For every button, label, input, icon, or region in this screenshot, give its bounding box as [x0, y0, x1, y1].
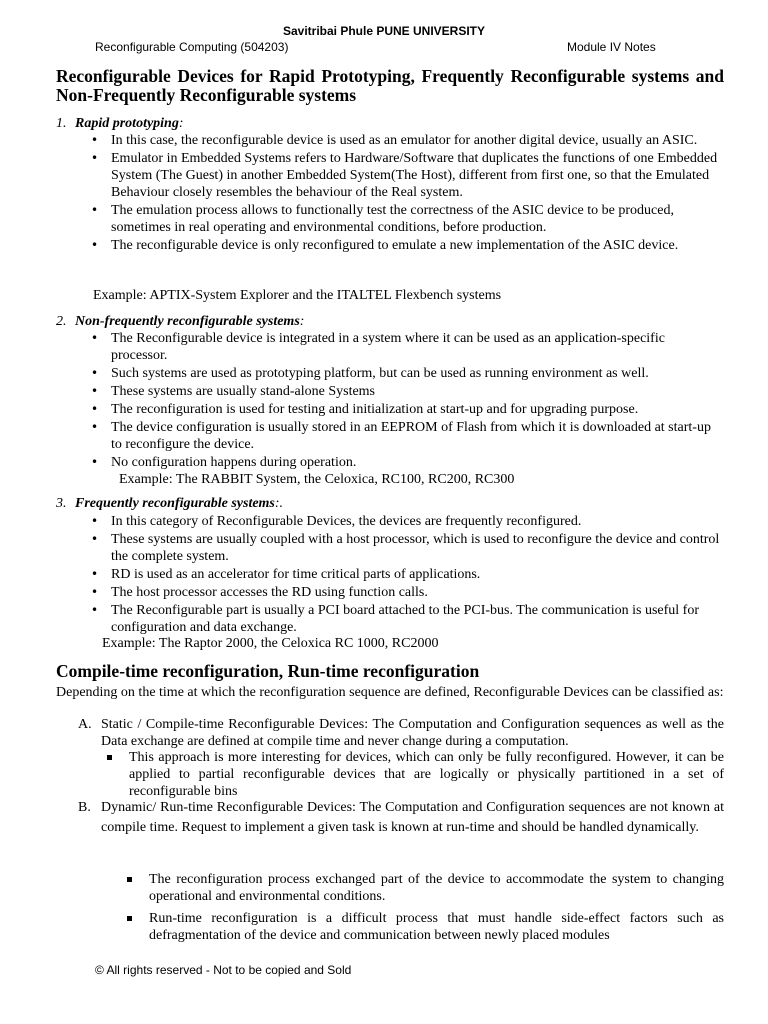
section-heading	[56, 495, 283, 512]
section-heading	[56, 313, 304, 330]
bullet-list	[0, 513, 768, 637]
section-heading-suffix: :	[299, 314, 305, 329]
header-module: Module IV Notes	[567, 40, 656, 54]
section-heading-suffix: :.	[274, 496, 284, 511]
sub-bullet-list	[107, 749, 724, 800]
section-heading	[56, 115, 184, 132]
list-item: • No configuration happens during operation.	[0, 454, 724, 471]
list-item: • The reconfigurable device is only reconfigured to emulate a new implementation of the ASIC device.	[0, 237, 724, 254]
list-item: Run-time reconfiguration is a difficult process that must handle side-effect factors such as defragmentation of the device and communication between newly placed modules	[127, 910, 724, 944]
section-number: 2.	[56, 314, 67, 329]
list-item: The reconfiguration process exchanged part of the device to accommodate the system to changing operational and environmental conditions.	[127, 871, 724, 905]
section-heading-text: Frequently reconfigurable systems	[75, 496, 275, 511]
list-item: This approach is more interesting for devices, which can only be fully reconfigured. However, it can be applied to partial reconfigurable devices that are logically or physically partitioned in a set of reconfigurable bins	[107, 749, 724, 800]
item-letter: B.	[78, 800, 91, 815]
list-item: • The Reconfigurable part is usually a PCI board attached to the PCI-bus. The communication is useful for configuration and data exchange.	[0, 602, 724, 636]
section-title-devices: Reconfigurable Devices for Rapid Prototyping, Frequently Reconfigurable systems and Non-Frequently Reconfigurable systems	[56, 66, 724, 105]
list-item: • The host processor accesses the RD using function calls.	[0, 584, 724, 601]
list-item: • In this case, the reconfigurable device is used as an emulator for another digital device, usually an ASIC.	[0, 132, 724, 149]
item-text: Dynamic/ Run-time Reconfigurable Devices: The Computation and Configuration sequences are not known at compile time. Request to implement a given task is known at run-time and should be handled dynamically.	[101, 800, 724, 835]
section-title-reconfiguration-time: Compile-time reconfiguration, Run-time reconfiguration	[56, 661, 480, 681]
list-item: • Emulator in Embedded Systems refers to Hardware/Software that duplicates the functions of one Embedded System (The Guest) in another Embedded System(The Host), different from first one, so that the Emulated Behaviour closely resembles the behaviour of the Real system.	[0, 150, 724, 201]
list-item: • The Reconfigurable device is integrated in a system where it can be used as an application-specific processor.	[0, 330, 724, 364]
header-university: Savitribai Phule PUNE UNIVERSITY	[282, 24, 486, 38]
intro-paragraph: Depending on the time at which the reconfiguration sequence are defined, Reconfigurable Devices can be classified as:	[56, 685, 724, 700]
example-text: Example: APTIX-System Explorer and the ITALTEL Flexbench systems	[93, 288, 502, 303]
classification-item-dynamic	[78, 798, 724, 838]
example-text: Example: The RABBIT System, the Celoxica, RC100, RC200, RC300	[119, 472, 515, 487]
section-heading-text: Rapid prototyping	[75, 116, 179, 131]
list-item: • In this category of Reconfigurable Devices, the devices are frequently reconfigured.	[0, 513, 724, 530]
section-heading-text: Non-frequently reconfigurable systems	[75, 314, 300, 329]
item-letter: A.	[78, 717, 92, 732]
list-item: • The device configuration is usually stored in an EEPROM of Flash from which it is downloaded at start-up to reconfigure the device.	[0, 419, 724, 453]
example-text: Example: The Raptor 2000, the Celoxica RC 1000, RC2000	[102, 636, 439, 651]
sub-bullet-list	[127, 871, 724, 944]
list-item: • These systems are usually coupled with a host processor, which is used to reconfigure the device and control the complete system.	[0, 531, 724, 565]
item-text: Static / Compile-time Reconfigurable Devices: The Computation and Configuration sequences as well as the Data exchange are defined at compile time and never change during a computation.	[101, 717, 724, 749]
section-number: 1.	[56, 116, 67, 131]
header-course: Reconfigurable Computing (504203)	[95, 40, 289, 54]
list-item: • The reconfiguration is used for testing and initialization at start-up and for upgrading purpose.	[0, 401, 724, 418]
classification-item-static	[78, 716, 724, 750]
section-number: 3.	[56, 496, 67, 511]
section-heading-suffix: :	[178, 116, 184, 131]
list-item: • These systems are usually stand-alone Systems	[0, 383, 724, 400]
list-item: • RD is used as an accelerator for time critical parts of applications.	[0, 566, 724, 583]
bullet-list	[0, 330, 768, 472]
bullet-list	[0, 132, 768, 255]
list-item: • Such systems are used as prototyping platform, but can be used as running environment as well.	[0, 365, 724, 382]
footer-copyright: © All rights reserved - Not to be copied and Sold	[95, 963, 352, 977]
list-item: • The emulation process allows to functionally test the correctness of the ASIC device to be produced, sometimes in real operating and environmental conditions, before production.	[0, 202, 724, 236]
